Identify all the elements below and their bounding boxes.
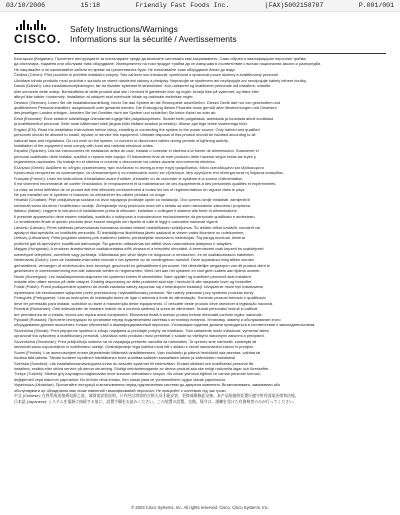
safety-text-line: ja kvalifitseeritud personal. Selle toote käitlemisel tuleb järgida kõiki riiklikke seadusi ja eeskirju. Äikese ajal ärge tehke süsteemiga tööd. — [14, 121, 248, 127]
safety-text-line: huoltaa tätä laitetta. Tämän tuotteen lopullinen hävittäminen tulee suorittaa kaikkien kansallisten lakien ja säännösten mukaisesti. — [14, 355, 237, 361]
safety-text-line: personnel should be allowed to install, replace or service this equipment. Ultimate disposal of this product should be handled according to all — [14, 132, 256, 138]
safety-text-line: Deutsch (German): Lesen Sie die Installationsanleitung, bevor Sie das System an die Stromquelle anschließen. Dieses Gerät darf nur von geschultem und — [14, 99, 281, 105]
footer-copyright: © 2003 Cisco Systems, Inc. All rights reserved. Cisco, Cisco Systems, Inc. — [131, 505, 269, 510]
document-header — [14, 20, 386, 50]
safety-text-line: Español (Spanish): Lea las instrucciones de instalación antes de usar, instalar o conectar el sistema a la fuente de alimentación. Solamente el — [14, 148, 259, 154]
fax-page: P.001/001 — [358, 2, 394, 9]
safety-text-line: geschieden in overeenstemming met alle nationale wetten en reglementen. Werk niet aan het systeem en sluit geen kabels aan tijdens onweer. — [14, 268, 261, 274]
safety-text-line: Latviešu (Latvian): Pirms sistēmas pievienošanas barošanas avotam izlasiet uzstādīšanas norādījumus. Šo iekārtu drīkst uzstādīt, nomainīt vai — [14, 224, 260, 230]
safety-text-line: are permisiunea de a instala, înlocui sau repara acest echipament. Eliminarea finală a acestui produs trebuie efectuată conform legilor naționale. — [14, 311, 263, 317]
safety-text-line: eller servicere dette udstyr. Bortskaffelse af dette produkt skal ske i henhold til gældende love og regler. Arbejd ikke på systemet, og tilslut eller — [14, 88, 259, 94]
safety-text-line: оборудования должен выполнять только обученный и квалифицированный персонал. Утилизация изделия должна проводиться в соответствии с законодательством. — [14, 322, 316, 328]
header-divider — [14, 53, 386, 54]
safety-text-line: servisirati samo usposobljeno in kvalificirano osebje. Odstranjevanje tega izdelka mora biti v skladu z vsemi nacionalnimi zakoni in predpisi. — [14, 344, 254, 350]
cisco-logo — [14, 20, 62, 48]
safety-text-line: Slovenčina (Slovak): Pred pripojením systému k zdroju napájania si prečítajte pokyny na inštaláciu. Toto zariadenie môže inštalovať, vymieňať alebo — [14, 327, 270, 333]
safety-text-line: да инсталира, подменя или обслужва това оборудване. Изхвърлянето на този продукт трябва да се извършва в съответствие с всички национални закони и разпоредби. — [14, 61, 322, 67]
safety-text-line: afbryd ikke kabler i tordenvejr. Installation af udstyret skal overholde lokale og nationale elektriske regler. — [14, 94, 194, 100]
safety-text-line: Polski (Polish): Przed podłączeniem systemu do źródła zasilania należy zapoznać się z instrukcjami instalacji. Urządzenie może być instalowane, — [14, 284, 264, 290]
safety-text-line: Il est vivement recommandé de confier l'installation, le remplacement et la maintenance de ces équipements à des personnels qualifiés et expérimentés. — [14, 181, 277, 187]
safety-text-line: Suomi (Finnish): Lue asennusohjeet ennen järjestelmän liittämistä virtalähteeseen. Vain koulutettu ja pätevä henkilöstö saa asentaa, vaihtaa tai — [14, 349, 261, 355]
safety-text-line: Svenska (Swedish): Läs installationsanvisningarna innan du ansluter systemet till strömkällan. Endast utbildad och kvalificerad personal får — [14, 360, 254, 366]
safety-text-line: deve ter permissão para instalar, substituir ou fazer a manutenção deste equipamento. O descarte deste produto deve obedecer à legislação nacional. — [14, 300, 274, 306]
fax-sender: Friendly Fast Foods Inc. — [135, 2, 230, 9]
safety-text-line: Čeština (Czech): Před použitím si přečtěte instalační pokyny. Toto zařízení smí instalovat, vyměňovat a opravovat pouze školený a kvalifikovaný personál. — [14, 72, 279, 78]
safety-text-line: installera, ersätta eller utföra service på denna utrustning. Slutligt omhändertagande av denna produkt ska ske enligt nationella lagar och föreskrifter. — [14, 365, 270, 371]
document-titles — [70, 24, 237, 44]
safety-text-line: Eesti (Estonian): Enne seadme toiteallikaga ühendamist lugege läbi paigaldusjuhised. Seadet tohib paigaldada, asendada ja hooldada ainult koolitatud — [14, 115, 274, 121]
safety-text-line: Українська (Ukrainian): Прочитайте інструкції зі встановлення перед підключенням системи до джерела живлення. Встановлювати, замінювати або — [14, 382, 281, 388]
safety-text-line: προσωπικό επιτρέπεται να εγκαταστήσει, να αντικαταστήσει ή να επισκευάσει αυτόν τον εξοπλισμό. Μην εργάζεστε στο σύστημα κατά τη διάρκεια καταιγίδας. — [14, 170, 285, 176]
safety-text-line: Likvidace tohoto produktu musí probíhat v souladu se všemi národními zákony a předpisy. Nepracujte se systémem ani nepřipojujte ani neodpojujte kabely během bouřky. — [14, 77, 307, 83]
safety-text-line: 日本語 (Japanese): システムを電源に接続する前に、設置手順をお読みください。この装置の設置、交換、保守は、訓練を受けた有資格者のみが行ってください。 — [14, 398, 297, 404]
safety-text-line: Slovenščina (Slovenian): Pred priključitvijo sistema na vir napajanja preberite navodila za namestitev. To opremo sme namestiti, zamenjati ali — [14, 338, 257, 344]
safety-text-line: обслуговувати це обладнання має лише навчений і кваліфікований персонал. Не працюйте з системою під час грози. — [14, 387, 227, 393]
safety-text-line: opravovať iba vyškolený a kvalifikovaný personál. Likvidácia tohto produktu musí prebiehať v súlade so všetkými národnými zákonmi a predpismi. — [14, 333, 265, 339]
safety-text-line: Português (Portuguese): Leia as instruções de instalação antes de ligar o sistema à fonte de alimentação. Somente pessoal treinado e qualificado — [14, 295, 266, 301]
safety-text-line: erstatte eller utføre service på dette utstyret. Endelig disponering av dette produktet skal skje i henhold til alle nasjonale lover og forskrifter. — [14, 278, 253, 284]
fax-date: 03/10/2006 — [6, 2, 46, 9]
safety-text-line: Hrvatski (Croatian): Prije priključivanja sustava na izvor napajanja pročitajte upute za instalaciju. Ovu opremu smije instalirati, zamijeniti ili — [14, 197, 251, 203]
safety-text-line: Български (Bulgarian): Прочетете инструкциите за инсталиране преди да включите системата към захранването. Само обучен и квалифициран персонал трябва — [14, 56, 306, 61]
safety-text-line: Русский (Russian): Прочтите инструкции по установке перед подключением системы к источнику питания. Установку, замену и обслуживание этого — [14, 317, 281, 322]
safety-text-line: Il presente apparecchio deve essere installato, sostituito o sottoposto a manutenzione esclusivamente da personale qualificato e addestrato. — [14, 213, 256, 219]
safety-text-line: servisirati samo obučeno i kvalificirano osoblje. Zbrinjavanje ovog proizvoda mora biti u skladu sa svim nacionalnim zakonima i propisima. — [14, 202, 252, 208]
title-english: Safety Instructions/Warnings — [70, 24, 178, 34]
safety-text-line: qualifiziertem Personal installiert, ausgetauscht oder gewartet werden. Die Entsorgung dieses Produkts muss gemäß allen Bestimmungen und Gesetzen — [14, 104, 277, 110]
safety-text-line: La mise au rebut définitive de ce produit doit être effectuée conformément à toutes les lois et réglementations en vigueur dans le pays. — [14, 186, 246, 192]
safety-text-line: English (EN): Read the installation instructions before using, installing or connecting the system to the power source. Only trained and qualified — [14, 126, 260, 132]
safety-text-line: reglamentos nacionales. No trabaje en el sistema ni conecte o desconecte los cables durante una tormenta eléctrica. — [14, 159, 216, 165]
safety-text-line: Magyar (Hungarian): A rendszer áramforráshoz csatlakoztatása előtt olvassa el a telepítési útmutatót. A berendezést csak képzett és szakképzett — [14, 246, 264, 252]
safety-text-line: Ελληνικά (Greek): Διαβάστε τις οδηγίες εγκατάστασης πριν συνδέσετε το σύστημα στην πηγή τροφοδοσίας. Μόνο εκπαιδευμένο και εξειδικευμένο — [14, 164, 264, 170]
safety-text-line: des jeweiligen Landes erfolgen. Arbeiten Sie bei Gewitter nicht am System und schließen Sie keine Kabel an oder ab. — [14, 110, 217, 116]
safety-text-line: geïnstalleerd, vervangen of onderhouden door bevoegd, geschoold en gekwalificeerd personeel. Het uiteindelijke wegwerpen van dit product dient te — [14, 262, 271, 268]
safety-text-line: Norsk (Norwegian): Les installasjonsinstruksjonene før systemet kobles til strømkilden. Bare opplært og kvalifisert personell skal installere, — [14, 273, 253, 279]
safety-text-line: wymieniane lub serwisowane wyłącznie przez przeszkolony i wykwalifikowany personel. Nie należy pracować przy systemie podczas burzy. — [14, 289, 255, 295]
safety-text-line: Ne pas travailler sur le système ni brancher ou débrancher les câbles pendant un orage. — [14, 191, 167, 197]
safety-text-line: személyzet telepítheti, cserélheti vagy javíthatja. Villámlással járó vihar idején ne dolgozzon a rendszeren, és ne csatlakoztasson kábeleket. — [14, 251, 255, 257]
safety-text-line: Lietuvių (Lithuanian): Prieš jungdami sistemą prie maitinimo šaltinio, perskaitykite montavimo instrukcijas. Šią įrangą montuoti, keisti ar — [14, 235, 246, 241]
safety-text-line: national laws and regulations. Do not work on the system, or connect or disconnect cables during periods of lightning activity. — [14, 137, 229, 143]
safety-text-line: değiştirmeli veya bakımını yapmalıdır. Bu ürünün nihai imhası, tüm ulusal yasa ve yönetmeliklere uygun olarak yapılmalıdır. — [14, 376, 226, 382]
safety-text-line: Italiano (Italian): Leggere le istruzioni di installazione prima di utilizzare, installare o collegare il sistema alla fonte di alimentazione. — [14, 208, 238, 214]
safety-text-line: prižiūrėti gali tik apmokyti ir kvalifikuoti darbuotojai. Šio gaminio utilizavimas turi atitikti visus nacionalinius įstatymus ir taisykles. — [14, 240, 233, 246]
safety-text-line: personal cualificado debe instalar, sustituir o reparar este equipo. El tratamiento final de este producto debe hacerse según todas las leyes y — [14, 153, 256, 159]
fax-header — [0, 0, 400, 12]
safety-text-line: Не свързвайте и не изключвайте кабели по време на гръмотевична буря. Не използвайте това оборудване близо до вода. — [14, 66, 236, 72]
safety-text-body — [14, 56, 386, 404]
safety-text-line: apkalpot tikai apmācīts un kvalificēts personāls. Šī izstrādājuma likvidēšana jāveic saskaņā ar visiem valsts likumiem un noteikumiem. — [14, 230, 245, 235]
safety-text-line: Dansk (Danish): Læs installationsvejledningen, før du tilslutter systemet til strømkilden. Kun uddannet og kvalificeret personale må installere, udskifte — [14, 83, 271, 89]
safety-text-line: Nederlands (Dutch): Lees de installatie-instructies voordat u het systeem op de voedingsbron aansluit. Deze apparatuur mag alleen worden — [14, 257, 255, 263]
safety-text-line: 中文 (Chinese): 在将系统连接到电源之前，请阅读安装说明。只有经过培训的合格人员才能安装、更换或维修此设备。本产品的最终处置应遵守所有国家法律和法规。 — [14, 393, 299, 399]
fax-number: (FAX)5002158707 — [264, 2, 324, 9]
logo-text: CISCO. — [14, 32, 62, 46]
safety-text-line: Türkçe (Turkish): Sistemi güç kaynağına bağlamadan önce kurulum talimatlarını okuyun. Bu cihazı yalnızca eğitimli ve uzman personel kurmalı, — [14, 371, 261, 377]
title-french: Informations sur la sécurité / Avertissements — [70, 34, 237, 44]
safety-text-line: Installation of the equipment must comply with local and national electrical codes. — [14, 143, 154, 148]
safety-text-line: Lo smaltimento finale di questo prodotto deve essere eseguito nel rispetto di tutte le leggi e normative nazionali vigenti. — [14, 219, 219, 225]
safety-text-line: Français (French): Lisez les instructions d'installation avant d'utiliser, d'installer ou de raccorder le système à la source d'alimentation. — [14, 175, 244, 181]
fax-time: 15:18 — [80, 2, 101, 9]
safety-text-line: Română (Romanian): Citiți instrucțiunile de instalare înainte de a conecta sistemul la sursa de alimentare. Numai personalul instruit și calificat — [14, 306, 258, 312]
cisco-bars-icon — [16, 20, 62, 30]
